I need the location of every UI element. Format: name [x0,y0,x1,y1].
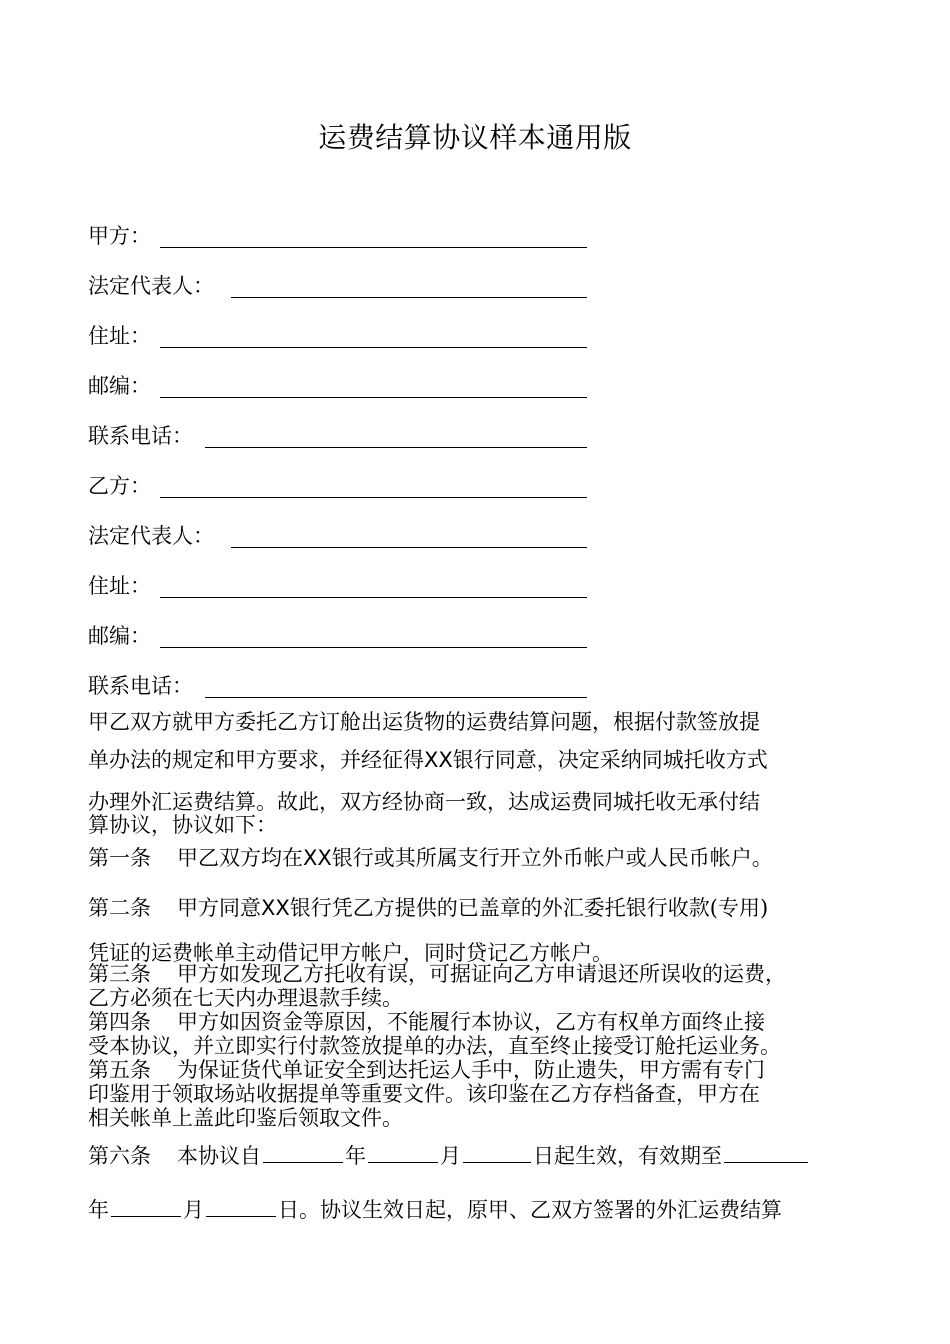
article-6: 第六条 本协议自 年 月 日起生效，有效期至 年 月 日。协议生效日起，原甲、乙双方签署的外汇运费结算 [88,1140,868,1226]
party-b-field [88,470,151,502]
article-5-head: 第五条 [88,1058,151,1082]
party-a-address-field [88,320,151,352]
article-4-head: 第四条 [88,1010,151,1034]
bank-placeholder: XX [303,846,332,870]
party-b-address-label: 住址： [88,574,151,598]
party-b-phone-label: 联系电话： [88,674,193,698]
party-b-blank[interactable] [160,497,587,498]
party-b-phone-field [88,670,193,702]
intro-line-3: 办理外汇运费结算。故此，双方经协商一致，达成运费同城托收无承付结 [88,790,760,814]
article-6-head: 第六条 [88,1144,151,1168]
party-a-phone-label: 联系电话： [88,424,193,448]
expiry-day-blank[interactable] [206,1194,276,1217]
article-3-head: 第三条 [88,962,151,986]
intro-line-1: 甲乙双方就甲方委托乙方订舱出运货物的运费结算问题，根据付款签放提 [88,710,760,734]
article-2: 第二条 甲方同意XX银行凭乙方提供的已盖章的外汇委托银行收款(专用) 凭证的运费帐单主动借记甲方帐户，同时贷记乙方帐户。 [88,892,868,956]
party-b-postcode-blank[interactable] [160,647,587,648]
article-5: 第五条 为保证货代单证安全到达托运人手中，防止遗失，甲方需有专门 印鉴用于领取场站收据提单等重要文件。该印鉴在乙方存档备查，甲方在 相关帐单上盖此印鉴后领取文件。 [88,1058,868,1130]
article-3-line-2: 乙方必须在七天内办理退款手续。 [88,986,403,1010]
page-title: 运费结算协议样本通用版 [318,121,632,154]
party-a-blank[interactable] [160,247,587,248]
article-1-head: 第一条 [88,846,151,870]
party-b-address-blank[interactable] [160,597,587,598]
party-a-address-blank[interactable] [160,347,587,348]
party-a-rep-field [88,270,214,302]
party-a-postcode-label: 邮编： [88,374,151,398]
party-a-field [88,220,151,252]
party-b-postcode-field [88,620,151,652]
bank-placeholder: XX [261,896,290,920]
party-a-rep-label: 法定代表人： [88,274,214,298]
article-4: 第四条 甲方如因资金等原因，不能履行本协议，乙方有权单方面终止接 受本协议，并立即实行付款签放提单的办法，直至终止接受订舱托运业务。 [88,1010,868,1058]
expiry-year-blank[interactable] [724,1140,808,1163]
article-5-line-2: 印鉴用于领取场站收据提单等重要文件。该印鉴在乙方存档备查，甲方在 [88,1082,760,1106]
party-a-phone-field [88,420,193,452]
article-4-line-2: 受本协议，并立即实行付款签放提单的办法，直至终止接受订舱托运业务。 [88,1034,781,1058]
party-b-rep-blank[interactable] [231,547,587,548]
intro-line-2: 单办法的规定和甲方要求，并经征得XX银行同意，决定采纳同城托收方式 [88,748,768,772]
intro-line-4: 算协议，协议如下： [88,813,277,837]
party-b-address-field [88,570,151,602]
party-a-postcode-field [88,370,151,402]
effective-day-blank[interactable] [463,1140,531,1163]
article-1: 第一条 甲乙双方均在XX银行或其所属支行开立外币帐户或人民币帐户。 [88,846,773,870]
effective-month-blank[interactable] [368,1140,438,1163]
party-a-postcode-blank[interactable] [160,397,587,398]
intro-paragraph [88,706,868,840]
party-a-rep-blank[interactable] [231,297,587,298]
expiry-month-blank[interactable] [111,1194,181,1217]
party-b-postcode-label: 邮编： [88,624,151,648]
effective-year-blank[interactable] [263,1140,343,1163]
article-3: 第三条 甲方如发现乙方托收有误，可据证向乙方申请退还所误收的运费， 乙方必须在七天内办理退款手续。 [88,962,868,1010]
party-a-phone-blank[interactable] [205,447,587,448]
party-b-rep-field [88,520,214,552]
party-a-address-label: 住址： [88,324,151,348]
party-b-label: 乙方： [88,474,151,498]
party-b-rep-label: 法定代表人： [88,524,214,548]
article-2-head: 第二条 [88,896,151,920]
bank-placeholder: XX [424,748,453,772]
party-a-label: 甲方： [88,224,151,248]
article-2-line-2: 凭证的运费帐单主动借记甲方帐户，同时贷记乙方帐户。 [88,941,613,965]
article-5-line-3: 相关帐单上盖此印鉴后领取文件。 [88,1106,403,1130]
party-b-phone-blank[interactable] [205,697,587,698]
